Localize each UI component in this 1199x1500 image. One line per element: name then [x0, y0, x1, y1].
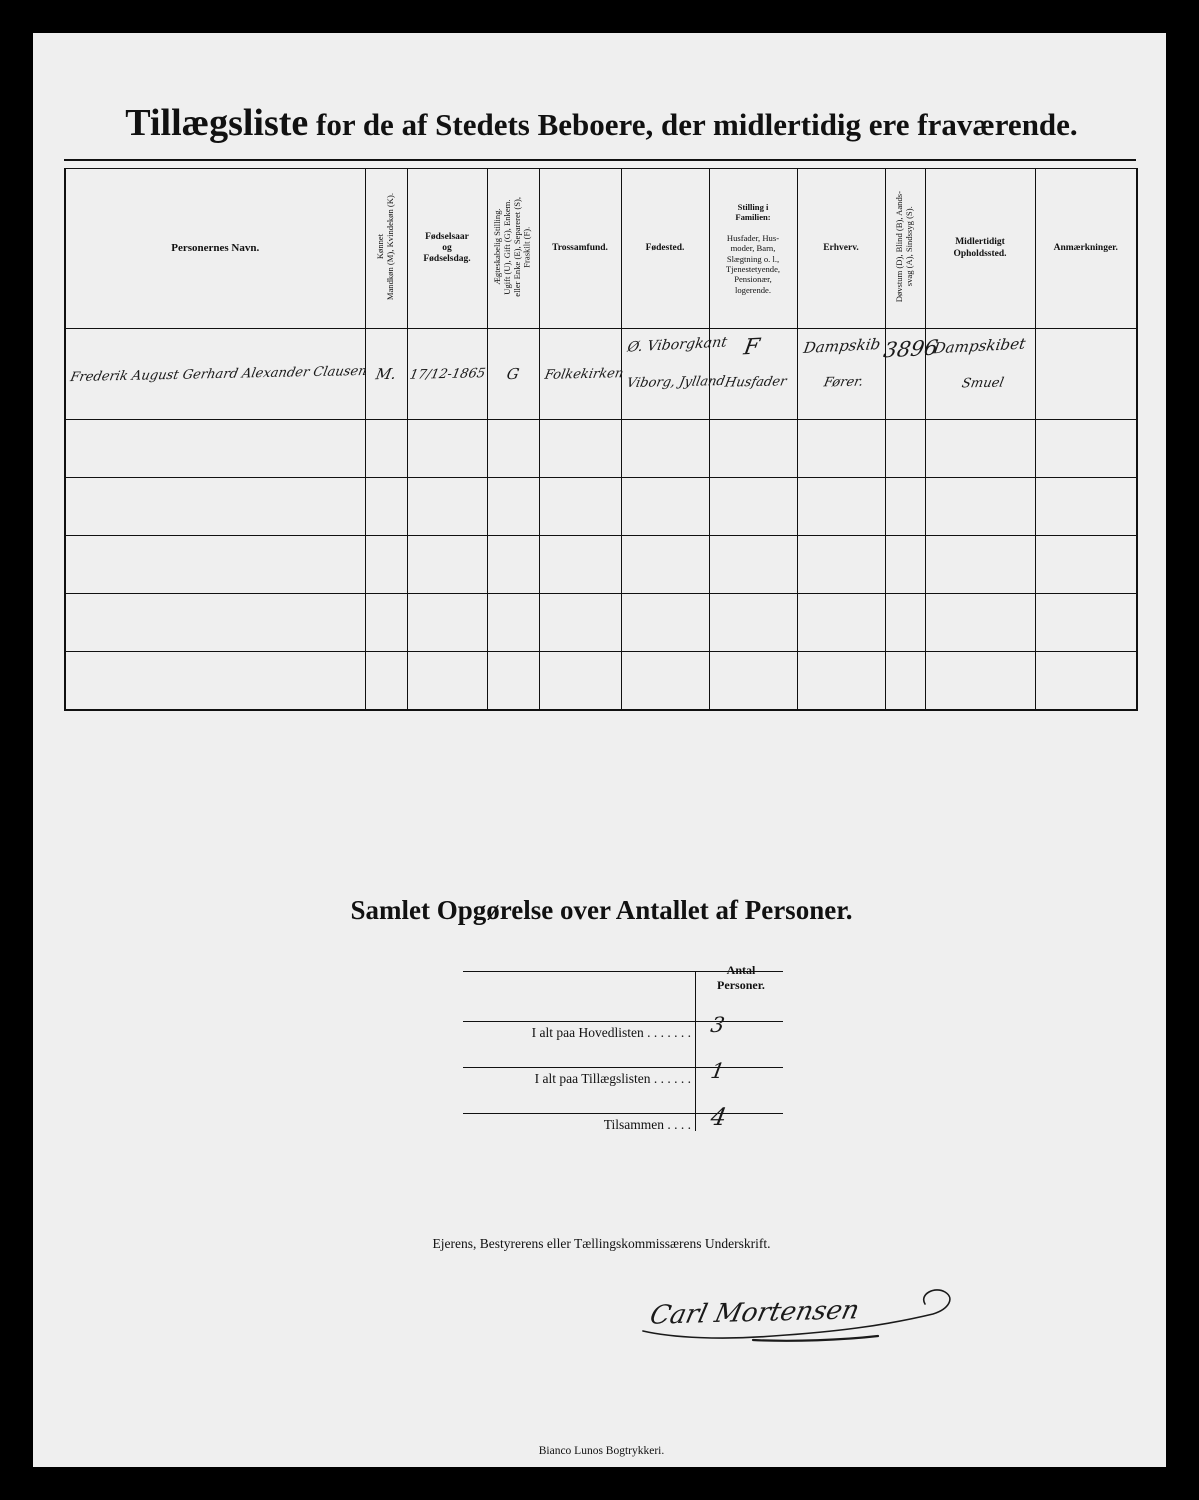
cell-marital: G — [487, 329, 539, 420]
cell-notes — [1035, 594, 1137, 652]
cell-marital — [487, 536, 539, 594]
cell-temp-residence — [925, 478, 1035, 536]
col-header-birthplace: Fødested. — [621, 169, 709, 329]
cell-occupation: Dampskib Fører. — [797, 329, 885, 420]
cell-occupation — [797, 420, 885, 478]
summary-rule-2 — [463, 1113, 783, 1114]
document-page — [33, 33, 1166, 1467]
cell-name — [65, 536, 365, 594]
summary-row-tilsammen — [463, 1103, 783, 1157]
cell-temp-residence: Dampskibet Smuel — [925, 329, 1035, 420]
cell-family-position — [709, 420, 797, 478]
col-header-occupation: Erhverv. — [797, 169, 885, 329]
cell-family-position — [709, 594, 797, 652]
cell-faith — [539, 594, 621, 652]
summary-rule-1 — [463, 1067, 783, 1068]
cell-occupation — [797, 594, 885, 652]
col-header-name: Personernes Navn. — [65, 169, 365, 329]
summary-row-tillaegslisten — [463, 1059, 783, 1111]
cell-marital — [487, 478, 539, 536]
cell-sex — [365, 536, 407, 594]
cell-disability — [885, 652, 925, 711]
summary-label: I alt paa Tillægslisten . . . . . . — [534, 1071, 691, 1086]
col-header-family-position: Stilling i Familien: Husfader, Hus- moder, Barn, Slægtning o. l., Tjenestetyende, Pensionær, logerende. — [709, 169, 797, 329]
table-row — [65, 329, 1137, 420]
table-row — [65, 536, 1137, 594]
col-header-temp-residence: Midlertidigt Opholdssted. — [925, 169, 1035, 329]
cell-family-position — [709, 536, 797, 594]
table-row — [65, 652, 1137, 711]
cell-name — [65, 478, 365, 536]
cell-marital — [487, 420, 539, 478]
cell-birthplace — [621, 420, 709, 478]
cell-birth — [407, 478, 487, 536]
cell-birth: 17/12-1865 — [407, 329, 487, 420]
col-header-sex: Kønnet Mandkøn (M), Kvindekøn (K). — [365, 169, 407, 329]
cell-family-position: F Husfader — [709, 329, 797, 420]
table-row — [65, 478, 1137, 536]
cell-notes — [1035, 536, 1137, 594]
table-row — [65, 420, 1137, 478]
cell-birthplace — [621, 536, 709, 594]
cell-disability — [885, 536, 925, 594]
col-header-notes: Anmærkninger. — [1035, 169, 1137, 329]
summary-label: I alt paa Hovedlisten . . . . . . . — [531, 1025, 691, 1040]
summary-value: 1 — [708, 1059, 727, 1083]
signature-label: Ejerens, Bestyrerens eller Tællingskommissærens Underskrift. — [432, 1236, 771, 1251]
table-row — [65, 594, 1137, 652]
cell-occupation — [797, 652, 885, 711]
summary-row-hovedlisten — [463, 1013, 783, 1065]
title-divider — [64, 159, 1136, 161]
cell-birthplace — [621, 594, 709, 652]
printer-credit: Bianco Lunos Bogtrykkeri. — [538, 1445, 665, 1457]
cell-name — [65, 652, 365, 711]
cell-faith — [539, 652, 621, 711]
cell-disability — [885, 594, 925, 652]
residents-table — [64, 168, 1138, 711]
cell-family-position — [709, 652, 797, 711]
cell-occupation — [797, 478, 885, 536]
title-emphasis: fraværende. — [917, 107, 1078, 142]
cell-disability: 3896 — [885, 329, 925, 420]
cell-family-position — [709, 478, 797, 536]
summary-column-header: Antal Personer. — [717, 963, 765, 992]
cell-temp-residence — [925, 652, 1035, 711]
summary-rule-top — [463, 971, 783, 972]
cell-birthplace — [621, 652, 709, 711]
cell-faith — [539, 420, 621, 478]
cell-sex: M. — [365, 329, 407, 420]
cell-temp-residence — [925, 536, 1035, 594]
summary-title: Samlet Opgørelse over Antallet af Personer. — [350, 895, 853, 925]
cell-notes — [1035, 478, 1137, 536]
cell-name — [65, 420, 365, 478]
signature-area — [633, 1276, 973, 1346]
page-title — [99, 101, 1104, 145]
cell-temp-residence — [925, 594, 1035, 652]
cell-faith — [539, 478, 621, 536]
signature-value: Carl Mortensen — [647, 1295, 863, 1331]
cell-birth — [407, 536, 487, 594]
summary-rule-under-header — [463, 1021, 783, 1022]
summary-value: 4 — [708, 1103, 729, 1131]
col-header-marital: Ægteskabelig Stilling. Ugift (U), Gift (G), Enkem. eller Enke (E), Separeret (S), Fraskilt (F). — [487, 169, 539, 329]
col-header-faith: Trossamfund. — [539, 169, 621, 329]
col-header-birth: Fødselsaar og Fødselsdag. — [407, 169, 487, 329]
cell-birthplace — [621, 478, 709, 536]
cell-birthplace: Ø. Viborgkant Viborg, Jylland — [621, 329, 709, 420]
cell-sex — [365, 652, 407, 711]
cell-sex — [365, 420, 407, 478]
table-header-row — [65, 169, 1137, 329]
cell-marital — [487, 652, 539, 711]
title-prefix: Tillægsliste — [125, 102, 309, 144]
col-header-disability: Døvstum (D), Blind (B), Aands- svag (A), Sindssyg (S). — [885, 169, 925, 329]
cell-sex — [365, 594, 407, 652]
cell-sex — [365, 478, 407, 536]
cell-birth — [407, 420, 487, 478]
cell-notes — [1035, 329, 1137, 420]
summary-value: 3 — [708, 1013, 727, 1037]
cell-faith — [539, 536, 621, 594]
title-rest: for de af Stedets Beboere, der midlertidig ere — [316, 107, 910, 142]
cell-disability — [885, 420, 925, 478]
cell-temp-residence — [925, 420, 1035, 478]
cell-marital — [487, 594, 539, 652]
cell-birth — [407, 652, 487, 711]
cell-notes — [1035, 420, 1137, 478]
cell-faith: Folkekirken — [539, 329, 621, 420]
cell-name: Frederik August Gerhard Alexander Clausen — [65, 329, 365, 420]
cell-disability — [885, 478, 925, 536]
cell-notes — [1035, 652, 1137, 711]
cell-name — [65, 594, 365, 652]
cell-birth — [407, 594, 487, 652]
cell-occupation — [797, 536, 885, 594]
summary-label: Tilsammen . . . . — [603, 1117, 691, 1132]
